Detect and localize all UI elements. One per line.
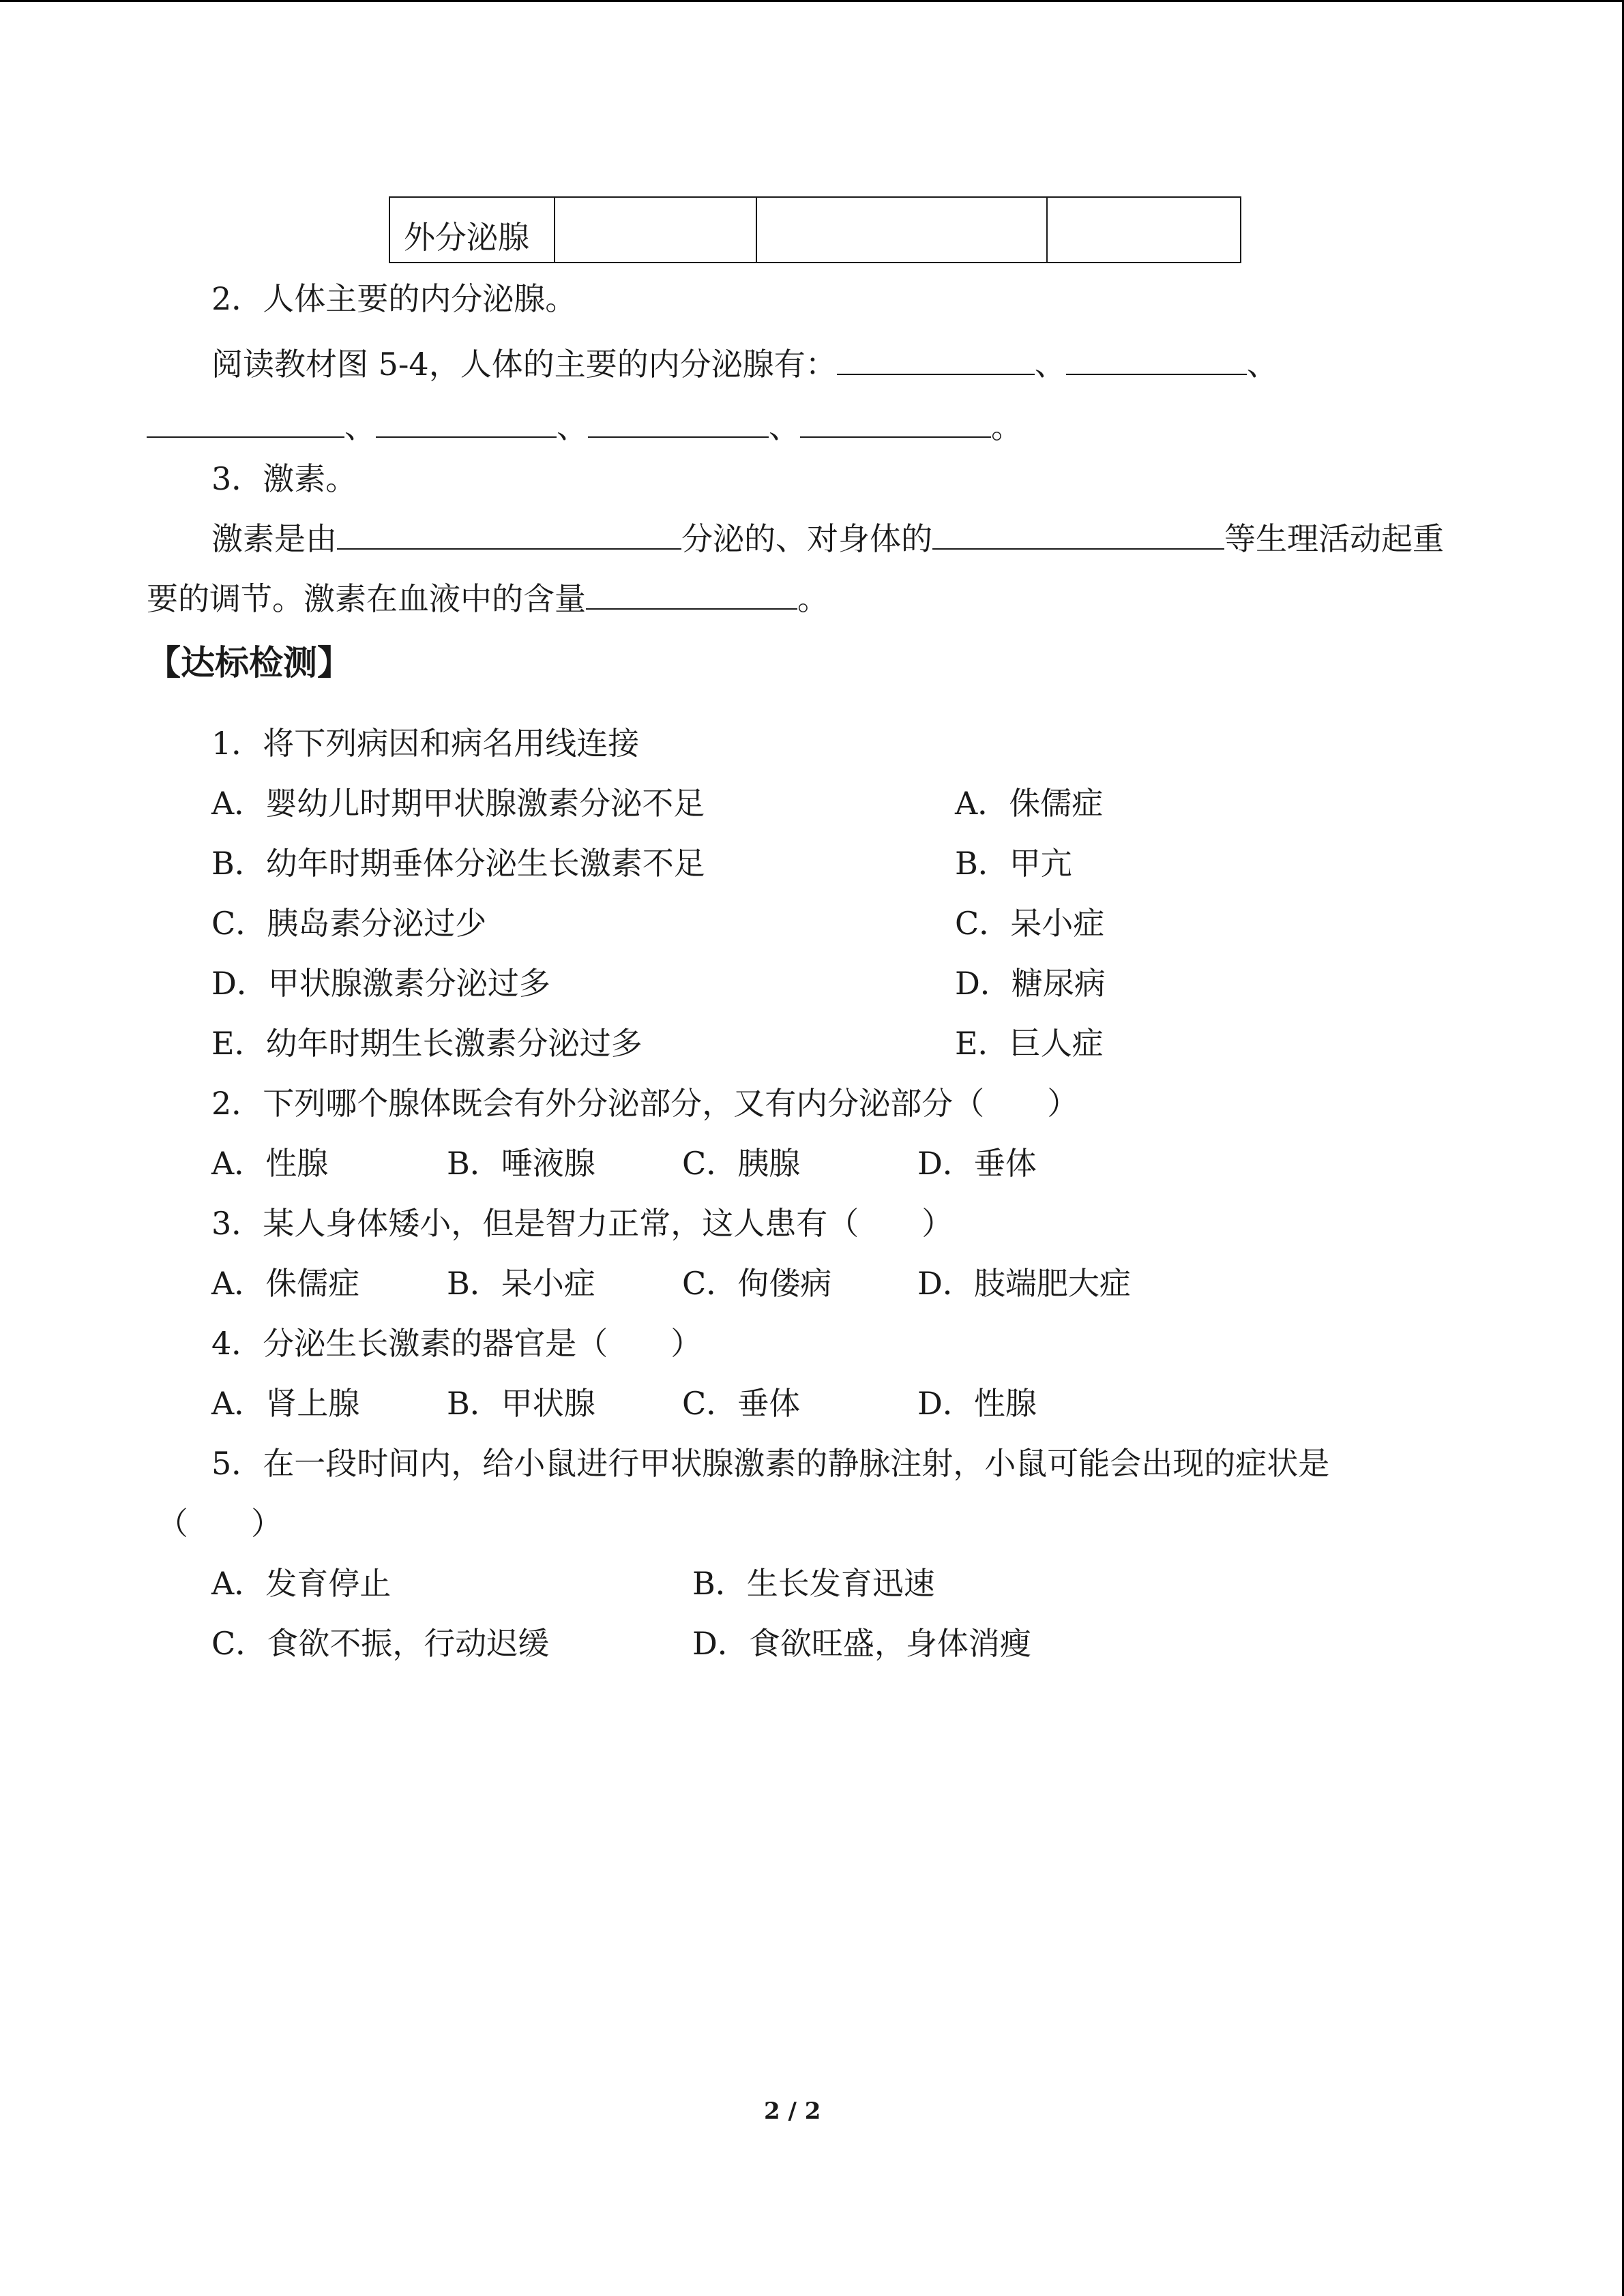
text-run: 等生理活动起重 [1224, 520, 1444, 557]
q2-option-a[interactable]: A．性腺 [211, 1145, 329, 1182]
q2-option-b[interactable]: B．唾液腺 [447, 1145, 595, 1182]
q1-disease-a: A．侏儒症 [955, 785, 1104, 822]
question-5-paren: （ ） [157, 1505, 282, 1542]
question-3-stem: 3．某人身体矮小，但是智力正常，这人患有（ ） [211, 1205, 954, 1242]
table-row [389, 197, 1241, 263]
q2-option-d[interactable]: D．垂体 [917, 1145, 1037, 1182]
q5-option-c[interactable]: C．食欲不振，行动迟缓 [211, 1625, 550, 1662]
fill-blank[interactable] [588, 406, 769, 438]
q5-option-a[interactable]: A．发育停止 [211, 1565, 392, 1602]
section-heading: 【达标检测】 [147, 643, 351, 683]
q5-option-d[interactable]: D．食欲旺盛，身体消瘦 [692, 1625, 1031, 1662]
q1-disease-d: D．糖尿病 [955, 965, 1106, 1002]
table-cell-blank[interactable] [555, 197, 756, 263]
q1-disease-b: B．甲亢 [955, 845, 1072, 882]
text-run: 激素是由 [211, 520, 337, 557]
separator: 、 [1246, 346, 1278, 383]
q3-option-b[interactable]: B．呆小症 [447, 1265, 595, 1302]
q1-cause-c: C．胰岛素分泌过少 [211, 905, 487, 942]
section-3-title: 3．激素。 [211, 460, 357, 497]
fill-blank[interactable] [1066, 344, 1247, 375]
q4-option-c[interactable]: C．垂体 [682, 1385, 801, 1422]
q1-cause-a: A．婴幼儿时期甲状腺激素分泌不足 [211, 785, 705, 822]
table-cell-blank[interactable] [1047, 197, 1241, 263]
fill-blank[interactable] [376, 406, 557, 438]
fill-blank[interactable] [147, 406, 344, 438]
q1-disease-c: C．呆小症 [955, 905, 1105, 942]
separator: 、 [1034, 346, 1066, 383]
q3-option-c[interactable]: C．佝偻病 [682, 1265, 832, 1302]
separator: 、 [344, 408, 376, 445]
section-2-blanks-line [147, 406, 1022, 447]
q5-option-b[interactable]: B．生长发育迅速 [692, 1565, 935, 1602]
q4-option-d[interactable]: D．性腺 [917, 1385, 1037, 1422]
q4-option-b[interactable]: B．甲状腺 [447, 1385, 595, 1422]
q4-option-a[interactable]: A．肾上腺 [211, 1385, 360, 1422]
section-2-title: 2．人体主要的内分泌腺。 [211, 280, 577, 317]
section-3-line-1 [211, 518, 1444, 559]
q1-cause-d: D．甲状腺激素分泌过多 [211, 965, 550, 1002]
question-1-stem: 1．将下列病因和病名用线连接 [211, 725, 640, 762]
q2-option-c[interactable]: C．胰腺 [682, 1145, 801, 1182]
q3-option-a[interactable]: A．侏儒症 [211, 1265, 360, 1302]
text-run: 。 [797, 580, 829, 617]
q3-option-d[interactable]: D．肢端肥大症 [917, 1265, 1131, 1302]
separator: 、 [557, 408, 588, 445]
text-run: 分泌的、对身体的 [681, 520, 932, 557]
text-run: 要的调节。激素在血液中的含量 [147, 580, 586, 617]
fill-blank[interactable] [586, 578, 797, 610]
separator: 、 [769, 408, 800, 445]
section-2-intro-line [211, 344, 1278, 385]
fill-blank[interactable] [932, 518, 1224, 550]
table-row-label: 外分泌腺 [389, 197, 555, 263]
q1-disease-e: E．巨人症 [955, 1025, 1104, 1062]
question-4-stem: 4．分泌生长激素的器官是（ ） [211, 1325, 703, 1362]
section-2-intro: 阅读教材图 5-4，人体的主要的内分泌腺有： [211, 346, 837, 383]
page-number: 2 / 2 [764, 2098, 821, 2125]
gland-table [389, 196, 1241, 263]
question-2-stem: 2．下列哪个腺体既会有外分泌部分，又有内分泌部分（ ） [211, 1085, 1079, 1122]
table-cell-blank[interactable] [756, 197, 1047, 263]
question-5-stem: 5．在一段时间内，给小鼠进行甲状腺激素的静脉注射，小鼠可能会出现的症状是 [211, 1445, 1330, 1482]
fill-blank[interactable] [337, 518, 681, 550]
q1-cause-b: B．幼年时期垂体分泌生长激素不足 [211, 845, 705, 882]
section-3-line-2 [147, 578, 829, 619]
fill-blank[interactable] [800, 406, 991, 438]
q1-cause-e: E．幼年时期生长激素分泌过多 [211, 1025, 643, 1062]
fill-blank[interactable] [837, 344, 1035, 375]
page-frame-top [0, 0, 1624, 2]
period: 。 [991, 408, 1022, 445]
